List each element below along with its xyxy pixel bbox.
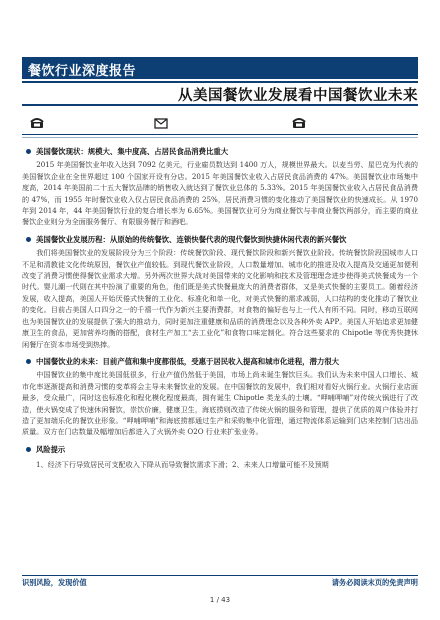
phone-icon: [292, 117, 306, 129]
contact-rule: [22, 134, 418, 135]
header-band: [22, 57, 418, 79]
section-lead: 中国餐饮业的未来：: [36, 356, 103, 366]
section-paragraph: 中国餐饮业的集中度比美国低很多，行业产值仍然低于美国，市场上尚未诞生餐饮巨头。我们认为未来中国人口增长、城市化率逐渐提高和消费习惯的变革将会主导未来餐饮业的发展。在中国餐饮的发展中，我们相对看好火锅行业。火锅行业店面最多，受众最广，同时这也标准化和程化模化程度最高，拥有诞生 Chipotle 类龙头的土壤。“呷哺呷哺”对传统火锅进行了改造，使火锅变成了快速休闲餐饮，崇饮价廉，健康卫生，海底捞则改造了传统火锅的服务和管理，提供了优质的周户体验并打造了更加端乐化的餐饮业形象。“呷哺呷哺”和海底捞都通过生产和采购集中化管理，通过物流体系运输到门店来控制门店出品质量。双方在门店数量及幅增加后都进入了火锅外卖 O2O 行业来扩张业务。: [22, 370, 418, 437]
section-heading: [22, 146, 418, 157]
section-paragraph: 我们将美国餐饮业的发展阶段分为三个阶段：传统餐饮阶段、现代餐饮阶段和新兴餐饮业阶段。传统餐饮阶段国城市人口不足和清教徒文化传统原因，餐饮业产值较低。到现代餐饮业阶段，人口数量增加、城市化的推进及收入提高及交通更加便利改变了消费习惯使得餐饮业需求大增。另外两次世界大战对美国带来的文化影响和技术及管理理念进步使得美式快餐成为一个时代。婴儿潮一代則在其中扮演了重要的角色，他们既是美式快餐最庞大的消费者群体，又是美式快餐的主要员工。随着经济发展，收入提高，美国人开始厌倦式快餐的工业化、标准化和单一化，对美式快餐的需求减弱，人口结构的变化推动了餐饮业的变化。目前占美国人口四分之一的千禧一代作为新兴主要消费群，对食物的偏好也与上一代人有所不同。同时，移动互联网也为美国餐饮业的发展提供了强大的推动力，同时更加注重健康和品质的消费理念以及各种外卖 APP。美国人开始追求更加健康卫生的食品，更加营养均衡的搭配，食材生产加工“去工业化”和食物口味定制化。符合这些要求的 Chipotle 等优秀快捷休闲餐厅在资本市场受到热捧。: [22, 248, 418, 349]
risk-heading: [22, 444, 418, 455]
page-number: 1 / 43: [209, 596, 231, 604]
section-title: 从原始的传统餐饮、连锁快餐代表的现代餐饮到快捷休闲代表的新兴餐饮: [109, 234, 347, 244]
bullet-icon: [26, 359, 31, 364]
risk-item: 1、经济下行导致居民可支配收入下降从而导致餐饮需求下滑；2、未来人口增量可能不及预期: [36, 460, 329, 470]
report-category-title: 餐饮行业深度报告: [28, 64, 137, 79]
section-heading: [22, 356, 418, 367]
section-title: 规模大、集中度高、占居民食品消费比重大: [87, 147, 229, 156]
bullet-icon: [26, 237, 31, 242]
mail-icon: [154, 117, 168, 129]
report-title: 从美国餐饮业发展看中国餐饮业未来: [178, 87, 418, 104]
title-rule: [22, 104, 418, 106]
footer-rule: [22, 575, 418, 576]
section-china-future: [22, 356, 418, 438]
bullet-icon: [26, 447, 31, 452]
header-rule: [22, 81, 418, 83]
section-lead: 美国餐饮现状：: [36, 147, 88, 156]
footer-slogan: 识别风险，发现价值: [22, 578, 87, 587]
contact-rule-light: [22, 137, 418, 138]
risk-title: 风险提示: [36, 444, 66, 454]
report-summary: [22, 146, 418, 471]
bullet-icon: [26, 149, 31, 154]
section-paragraph: 2015 年美国餐饮业年收入达到 7092 亿美元，行业雇员数达到 1400 万人，规模世界最大。以麦当劳、星巴克为代表的美国餐饮企业在全世界超过 100 个国家开设有分店。2015 年美国餐饮业收入占居民食品消费的 47%。美国餐饮业市场集中度高，2014 年美国前二十五大餐饮品牌的销售收入就达到了餐饮业总体的 5.33%。2015 年美国餐饮业收入占居民食品消费的 47%，而 1955 年时餐饮业收入仅占居民食品消费的 25%，居民消费习惯的变化推动了美国餐饮业的快速成长。从 1970 年到 2014 年，44 年美国餐饮行业的复合增长率为 6.65%。美国餐饮业可分为商业餐饮与非商业餐饮两部分，而主要的商业餐饮企业则分为全面服务餐厅、有限服务餐厅和酒吧。: [22, 160, 418, 227]
section-us-history: [22, 234, 418, 350]
section-title: 目前产值和集中度都很低，受惠于居民收入提高和城市化进程，潜力很大: [102, 356, 340, 366]
phone-icon: [30, 117, 44, 129]
section-lead: 美国餐饮业发展历程：: [36, 234, 110, 244]
section-us-status: [22, 146, 418, 228]
section-heading: [22, 234, 418, 245]
footer-disclaimer: 请务必阅读末页的免责声明: [331, 578, 418, 587]
